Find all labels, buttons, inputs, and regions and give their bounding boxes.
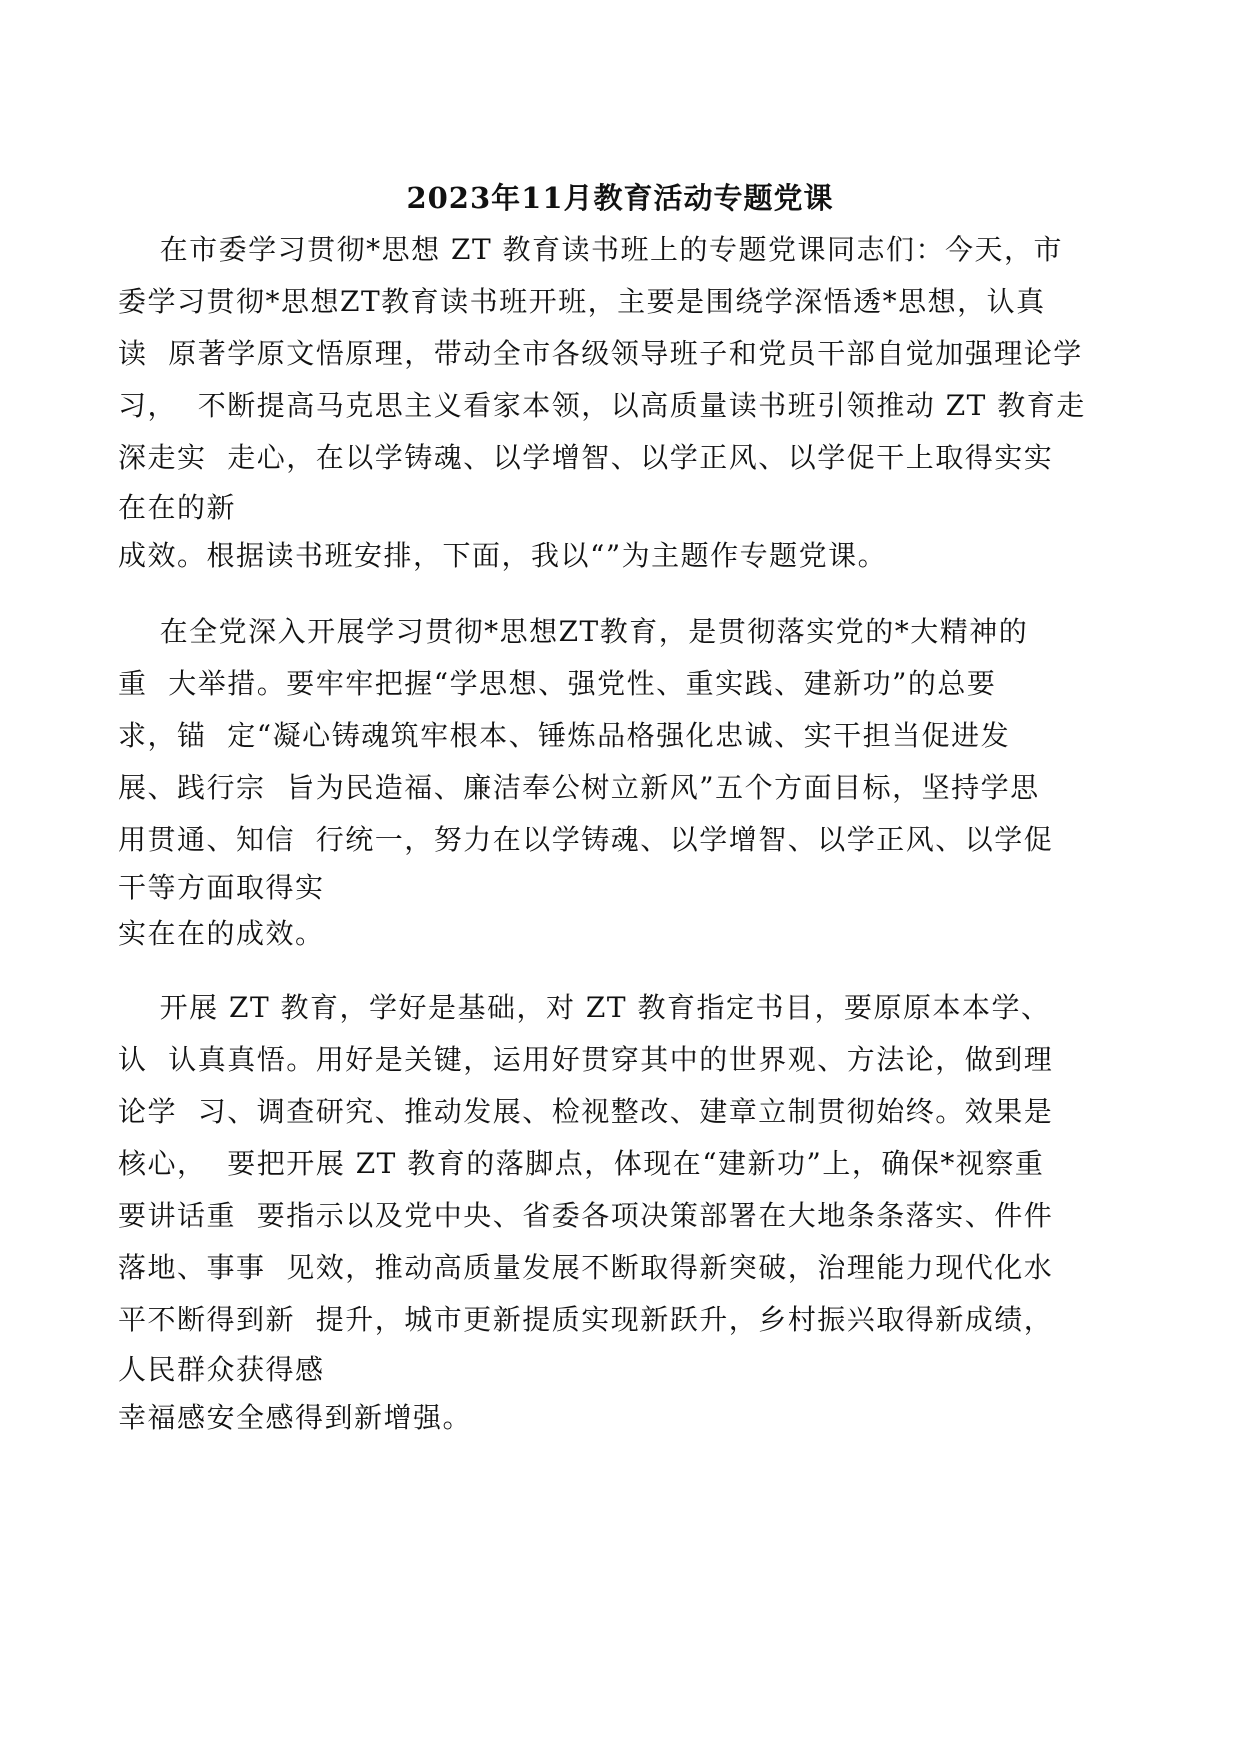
paragraph-1-line-3: 读 原著学原文悟原理，带动全市各级领导班子和党员干部自觉加强理论学 [118,337,1083,370]
paragraph-3-line-5: 要讲话重 要指示以及党中央、省委各项决策部署在大地条条落实、件件 [118,1199,1054,1232]
paragraph-2-line-7: 实在在的成效。 [118,917,325,950]
paragraph-2-line-6: 干等方面取得实 [118,871,325,904]
paragraph-1-line-6: 在在的新 [118,491,237,524]
paragraph-1-line-7: 成效。根据读书班安排，下面，我以“”为主题作专题党课。 [118,539,888,572]
paragraph-3-line-2: 认 认真真悟。用好是关键，运用好贯穿其中的世界观、方法论，做到理 [118,1043,1054,1076]
paragraph-3-line-1: 开展 ZT 教育，学好是基础，对 ZT 教育指定书目，要原原本本学、 [118,991,1051,1024]
document-title: 2023年11月教育活动专题党课 [406,181,834,215]
paragraph-2-line-5: 用贯通、知信 行统一，努力在以学铸魂、以学增智、以学正风、以学促 [118,823,1054,856]
paragraph-3-line-3: 论学 习、调查研究、推动发展、检视整改、建章立制贯彻始终。效果是 [118,1095,1054,1128]
paragraph-1-line-4: 习， 不断提高马克思主义看家本领，以高质量读书班引领推动 ZT 教育走 [118,389,1086,422]
paragraph-3-line-9: 幸福感安全感得到新增强。 [118,1401,473,1434]
paragraph-2-line-4: 展、践行宗 旨为民造福、廉洁奉公树立新风”五个方面目标，坚持学思 [118,771,1040,804]
paragraph-2-line-1: 在全党深入开展学习贯彻*思想ZT教育，是贯彻落实党的*大精神的 [118,615,1029,648]
paragraph-3-line-6: 落地、事事 见效，推动高质量发展不断取得新突破，治理能力现代化水 [118,1251,1054,1284]
paragraph-2-line-3: 求，锚 定“凝心铸魂筑牢根本、锤炼品格强化忠诚、实干担当促进发 [118,719,1011,752]
paragraph-1-line-2: 委学习贯彻*思想ZT教育读书班开班，主要是围绕学深悟透*思想，认真 [118,285,1046,318]
paragraph-1-line-5: 深走实 走心，在以学铸魂、以学增智、以学正风、以学促干上取得实实 [118,441,1054,474]
paragraph-1-line-1: 在市委学习贯彻*思想 ZT 教育读书班上的专题党课同志们：今天，市 [118,233,1064,266]
paragraph-3-line-7: 平不断得到新 提升，城市更新提质实现新跃升，乡村振兴取得新成绩， [118,1303,1054,1336]
paragraph-3-line-4: 核心， 要把开展 ZT 教育的落脚点，体现在“建新功”上，确保*视察重 [118,1147,1045,1180]
paragraph-3-line-8: 人民群众获得感 [118,1353,325,1386]
paragraph-2-line-2: 重 大举措。要牢牢把握“学思想、强党性、重实践、建新功”的总要 [118,667,997,700]
